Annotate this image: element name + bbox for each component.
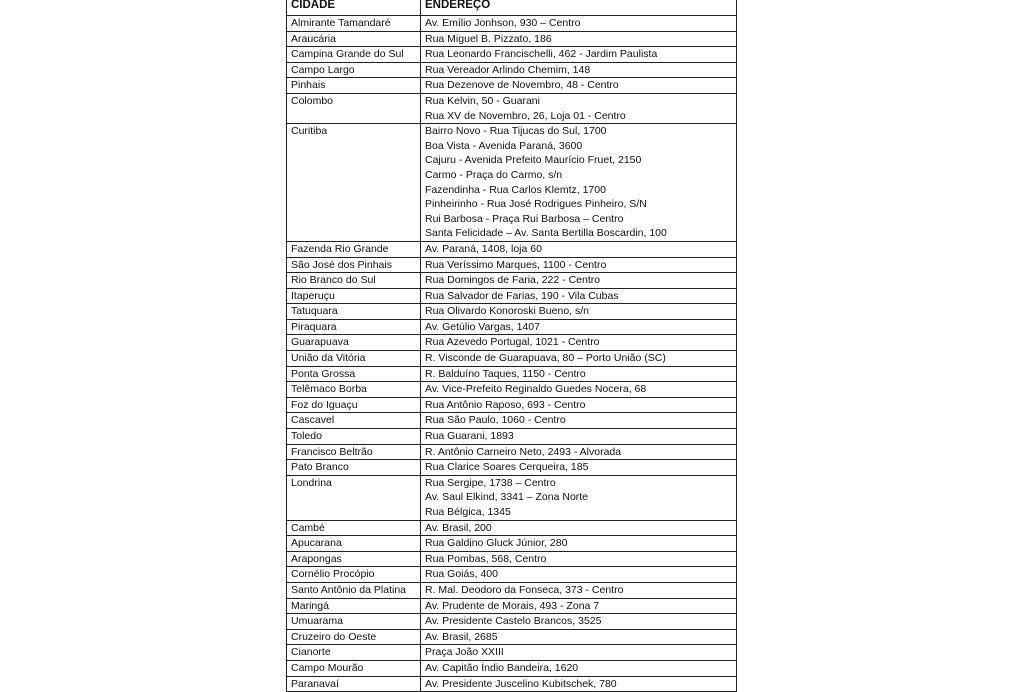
address-line: Santa Felicidade – Av. Santa Bertilla Boscardin, 100 [425,227,667,240]
address-cell [421,62,737,78]
address-line: Av. Vice-Prefeito Reginaldo Guedes Nocera, 68 [425,383,647,396]
city-cell: Curitiba [287,124,421,242]
table-row [287,366,737,382]
table-row [287,47,737,63]
table-row [287,614,737,630]
address-line: Pinheirinho - Rua José Rodrigues Pinheiro, S/N [425,198,647,211]
address-line: Cajuru - Avenida Prefeito Maurício Fruet, 2150 [425,154,642,167]
address-line: Av. Brasil, 2685 [425,630,498,643]
table-row [287,629,737,645]
address-cell [421,520,737,536]
address-line: Rua Pombas, 568, Centro [425,552,547,565]
address-cell [421,567,737,583]
table-row [287,273,737,289]
city-cell: Maringá [287,598,421,614]
address-line: Rua Domingos de Faria, 222 - Centro [425,274,601,287]
table-row [287,429,737,445]
address-cell [421,629,737,645]
city-cell: Pinhais [287,78,421,94]
address-cell [421,351,737,367]
address-cell [421,582,737,598]
address-cell [421,536,737,552]
address-cell [421,382,737,398]
city-cell: Fazenda Rio Grande [287,241,421,257]
table-row [287,460,737,476]
city-cell: Foz do Iguaçu [287,397,421,413]
address-line: Rua Goiás, 400 [425,568,498,581]
address-line: Rua Dezenove de Novembro, 48 - Centro [425,79,619,92]
address-line: R. Mal. Deodoro da Fonseca, 373 - Centro [425,583,624,596]
city-cell: Campina Grande do Sul [287,47,421,63]
table-row [287,62,737,78]
address-line: Av. Saul Elkind, 3341 – Zona Norte [425,491,589,504]
table-row [287,319,737,335]
address-cell [421,676,737,692]
address-cell [421,475,737,520]
city-cell: Rio Branco do Sul [287,273,421,289]
address-line: Av. Emílio Jonhson, 930 – Centro [425,17,581,29]
city-cell: Guarapuava [287,335,421,351]
address-line: Boa Vista - Avenida Paraná, 3600 [425,139,583,152]
table-row [287,567,737,583]
table-row [287,31,737,47]
city-cell: Campo Mourão [287,660,421,676]
city-cell: Toledo [287,429,421,445]
address-cell [421,645,737,661]
header-address: ENDEREÇO [421,0,737,16]
address-line: Rua Galdino Gluck Júnior, 280 [425,537,568,550]
address-line: Praça João XXIII [425,646,504,659]
address-line: Av. Presidente Juscelino Kubitschek, 780 [425,677,617,690]
address-cell [421,660,737,676]
city-cell: Araucária [287,31,421,47]
city-cell: Cornélio Procópio [287,567,421,583]
table-row [287,413,737,429]
table-row [287,335,737,351]
table-row [287,444,737,460]
address-line: Rua Kelvin, 50 - Guarani [425,94,540,107]
table-row [287,93,737,123]
city-cell: Colombo [287,93,421,123]
table-body [287,16,737,692]
table-row [287,676,737,692]
city-cell: Telêmaco Borba [287,382,421,398]
city-cell: Cambé [287,520,421,536]
address-line: R. Balduíno Taques, 1150 - Centro [425,367,586,380]
table-row [287,288,737,304]
table-row [287,257,737,273]
address-cell [421,257,737,273]
address-cell [421,319,737,335]
table-row [287,645,737,661]
address-cell [421,31,737,47]
table-row [287,382,737,398]
address-line: Rua Olivardo Konoroski Bueno, s/n [425,305,590,318]
table-row [287,536,737,552]
city-cell: Umuarama [287,614,421,630]
address-cell [421,429,737,445]
address-cell [421,93,737,123]
address-line: Rua XV de Novembro, 26, Loja 01 - Centro [425,109,626,122]
table-row [287,351,737,367]
city-cell: Arapongas [287,551,421,567]
address-line: Bairro Novo - Rua Tijucas do Sul, 1700 [425,125,607,138]
address-cell [421,241,737,257]
table-row [287,124,737,242]
address-line: Rua Bélgica, 1345 [425,506,511,518]
address-cell [421,598,737,614]
address-line: Fazendinha - Rua Carlos Klemtz, 1700 [425,183,606,196]
address-cell [421,551,737,567]
address-line: Rua São Paulo, 1060 - Centro [425,414,566,427]
city-cell: Piraquara [287,319,421,335]
address-line: Rua Azevedo Portugal, 1021 - Centro [425,336,600,349]
address-cell [421,366,737,382]
city-cell: Santo Antônio da Platina [287,582,421,598]
city-cell: Tatuquara [287,304,421,320]
header-city: CIDADE [287,0,421,16]
table-row [287,598,737,614]
address-cell [421,444,737,460]
address-cell [421,335,737,351]
address-cell [421,273,737,289]
table-row [287,397,737,413]
address-line: Rua Leonardo Francischelli, 462 - Jardim Paulista [425,48,658,61]
address-line: Av. Brasil, 200 [425,521,492,534]
table-row [287,660,737,676]
address-line: Rua Antônio Raposo, 693 - Centro [425,398,586,411]
city-cell: Ponta Grossa [287,366,421,382]
table-row [287,304,737,320]
city-cell: Francisco Beltrão [287,444,421,460]
address-line: R. Visconde de Guarapuava, 80 – Porto União (SC) [425,352,666,365]
address-line: Av. Capitão Índio Bandeira, 1620 [425,661,579,674]
address-line: Rua Clarice Soares Cerqueira, 185 [425,461,589,474]
city-cell: Cascavel [287,413,421,429]
address-cell [421,16,737,32]
city-cell: Pato Branco [287,460,421,476]
table-row [287,475,737,520]
city-cell: Cianorte [287,645,421,661]
city-cell: Campo Largo [287,62,421,78]
city-cell: Apucarana [287,536,421,552]
table-row [287,551,737,567]
address-line: Rui Barbosa - Praça Rui Barbosa – Centro [425,212,624,225]
city-cell: Almirante Tamandaré [287,16,421,32]
city-cell: Londrina [287,475,421,520]
address-line: Rua Sergipe, 1738 – Centro [425,476,556,489]
address-line: Rua Vereador Arlindo Chemim, 148 [425,63,591,76]
table-row [287,520,737,536]
address-cell [421,47,737,63]
address-cell [421,413,737,429]
header-row [287,0,737,16]
address-cell [421,397,737,413]
address-cell [421,460,737,476]
address-line: Rua Miguel B. Pizzato, 186 [425,32,552,45]
city-cell: Itaperuçu [287,288,421,304]
address-line: Av. Paraná, 1408, loja 60 [425,242,542,255]
address-cell [421,614,737,630]
table-row [287,582,737,598]
address-cell [421,304,737,320]
table-row [287,16,737,32]
address-line: R. Antônio Carneiro Neto, 2493 - Alvorada [425,445,622,458]
address-line: Carmo - Praça do Carmo, s/n [425,168,563,181]
address-line: Av. Presidente Castelo Brancos, 3525 [425,615,602,628]
address-cell [421,124,737,242]
address-line: Av. Getúlio Vargas, 1407 [425,320,540,333]
city-cell: Cruzeiro do Oeste [287,629,421,645]
city-cell: União da Vitória [287,351,421,367]
address-line: Rua Salvador de Farias, 190 - Vila Cubas [425,289,619,302]
city-cell: Paranavaí [287,676,421,692]
address-table [286,0,737,692]
address-line: Rua Guarani, 1893 [425,430,514,443]
table-row [287,78,737,94]
address-line: Av. Prudente de Morais, 493 - Zona 7 [425,599,600,612]
address-line: Rua Veríssimo Marques, 1100 - Centro [425,258,607,271]
table-row [287,241,737,257]
city-cell: São José dos Pinhais [287,257,421,273]
address-cell [421,78,737,94]
address-cell [421,288,737,304]
